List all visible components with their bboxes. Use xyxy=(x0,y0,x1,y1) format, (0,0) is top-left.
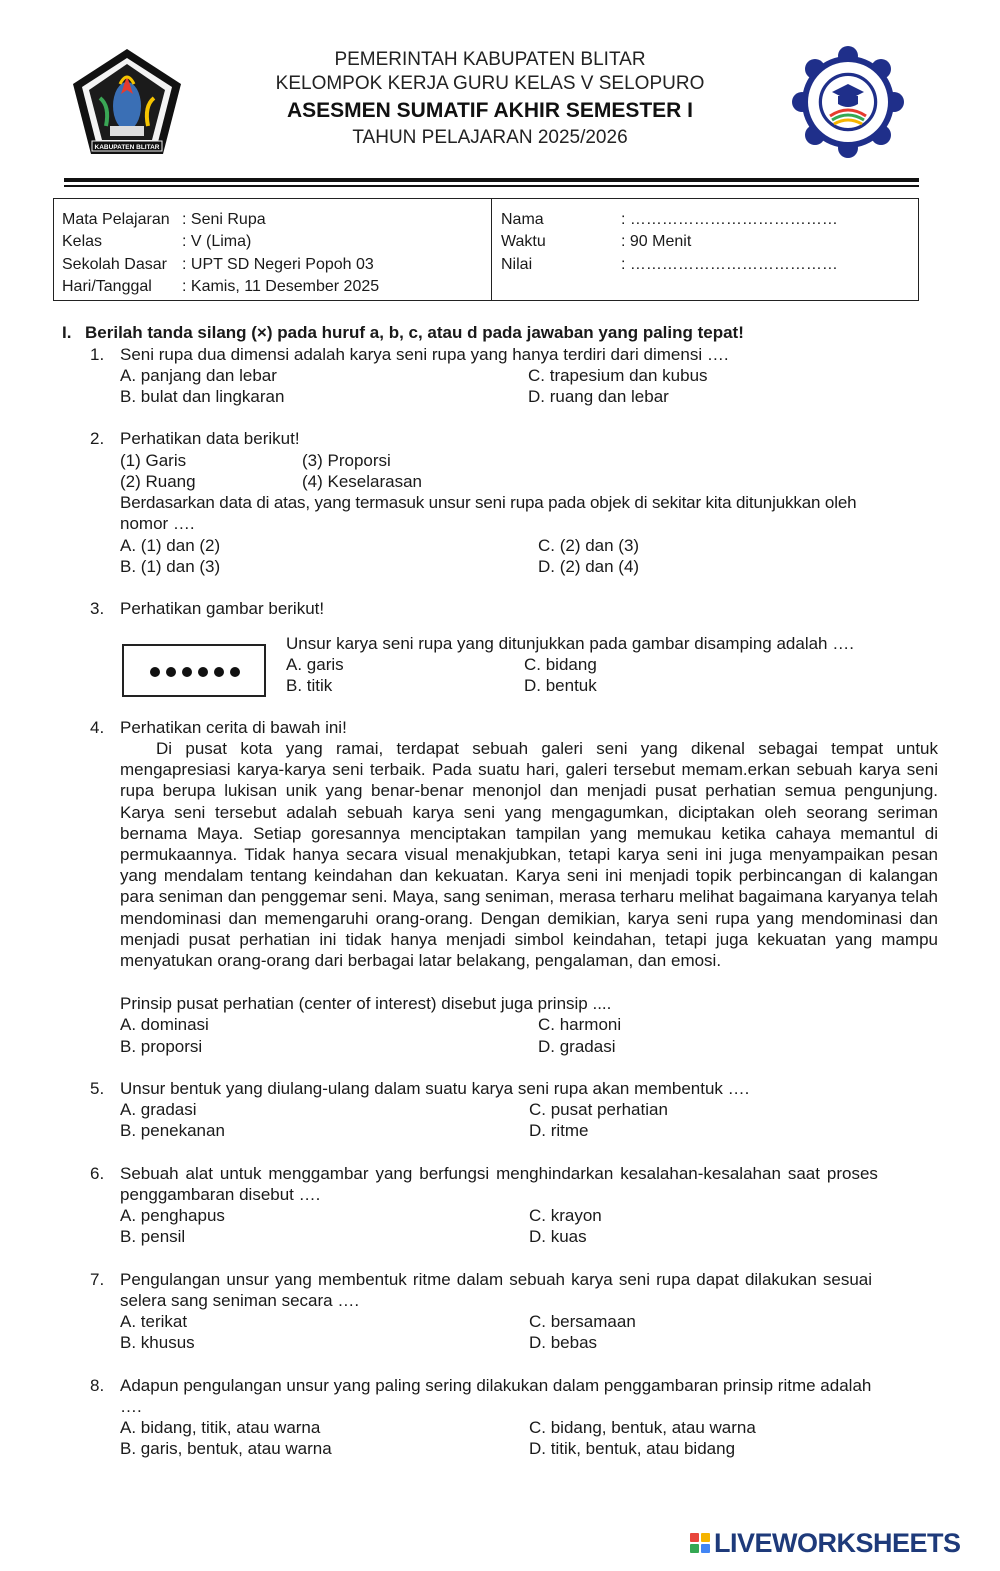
story-paragraph xyxy=(120,738,938,971)
option-a[interactable]: A. panjang dan lebar xyxy=(120,366,277,385)
question-text: Perhatikan cerita di bawah ini! xyxy=(120,718,347,737)
info-divider xyxy=(491,199,492,300)
dot xyxy=(182,667,192,677)
option-b[interactable]: B. titik xyxy=(286,676,333,695)
question-number: 4. xyxy=(90,718,105,737)
question-text-cont: selera sang seniman secara …. xyxy=(120,1291,360,1310)
kabupaten-blitar-logo xyxy=(70,46,184,158)
liveworksheets-icon xyxy=(690,1533,710,1553)
option-d[interactable]: D. bentuk xyxy=(524,676,597,695)
dots-figure xyxy=(122,644,266,697)
kkg-selopuro-logo xyxy=(792,46,904,158)
data-item: (1) Garis xyxy=(120,451,187,470)
data-item: (3) Proporsi xyxy=(302,451,391,470)
question-number: 5. xyxy=(90,1079,105,1098)
data-item: (4) Keselarasan xyxy=(302,472,423,491)
option-d[interactable]: D. ruang dan lebar xyxy=(528,387,669,406)
question-prompt-cont: nomor …. xyxy=(120,514,195,533)
letterhead xyxy=(190,48,790,150)
question-text-cont: penggambaran disebut …. xyxy=(120,1185,321,1204)
option-b[interactable]: B. penekanan xyxy=(120,1121,225,1140)
dot xyxy=(198,667,208,677)
student-info-box: Mata Pelajaran : Seni Rupa Kelas : V (Lima) Sekolah Dasar : UPT SD Negeri Popoh 03 Hari/Tanggal : Kamis, 11 Desember 2025 Nama : ………………………………… Waktu : 90 Menit Nilai : ………………………………… xyxy=(53,198,919,301)
option-c[interactable]: C. harmoni xyxy=(538,1015,622,1034)
option-b[interactable]: B. khusus xyxy=(120,1333,195,1352)
question-text: Seni rupa dua dimensi adalah karya seni rupa yang hanya terdiri dari dimensi …. xyxy=(120,345,729,364)
icon-square xyxy=(701,1533,710,1542)
logo-left-caption: KABUPATEN BLITAR xyxy=(94,144,160,151)
option-b[interactable]: B. proporsi xyxy=(120,1037,203,1056)
question-number: 8. xyxy=(90,1376,105,1395)
option-b[interactable]: B. garis, bentuk, atau warna xyxy=(120,1439,332,1458)
academic-year: TAHUN PELAJARAN 2025/2026 xyxy=(352,127,628,148)
option-c[interactable]: C. pusat perhatian xyxy=(529,1100,668,1119)
option-c[interactable]: C. bidang xyxy=(524,655,597,674)
header-rule-thick xyxy=(64,178,919,182)
option-c[interactable]: C. bidang, bentuk, atau warna xyxy=(529,1418,756,1437)
question-text: Sebuah alat untuk menggambar yang berfungsi menghindarkan kesalahan-kesalahan saat proses xyxy=(120,1164,878,1183)
option-d[interactable]: D. (2) dan (4) xyxy=(538,557,640,576)
question-text: Perhatikan gambar berikut! xyxy=(120,599,325,618)
question-number: 2. xyxy=(90,429,105,448)
liveworksheets-logo[interactable] xyxy=(690,1528,961,1558)
header-rule-thin xyxy=(64,185,919,187)
dot xyxy=(150,667,160,677)
option-a[interactable]: A. garis xyxy=(286,655,344,674)
option-a[interactable]: A. (1) dan (2) xyxy=(120,536,221,555)
question-prompt: Prinsip pusat perhatian (center of interest) disebut juga prinsip .... xyxy=(120,994,612,1013)
option-c[interactable]: C. trapesium dan kubus xyxy=(528,366,708,385)
question-number: 3. xyxy=(90,599,105,618)
exam-title: ASESMEN SUMATIF AKHIR SEMESTER I xyxy=(286,99,694,122)
question-text-cont: …. xyxy=(120,1397,142,1416)
option-d[interactable]: D. bebas xyxy=(529,1333,598,1352)
section-number: I. xyxy=(62,323,72,342)
header-line-2: KELOMPOK KERJA GURU KELAS V SELOPURO xyxy=(275,73,705,94)
question-text: Unsur bentuk yang diulang-ulang dalam suatu karya seni rupa akan membentuk …. xyxy=(120,1079,750,1098)
question-text: Pengulangan unsur yang membentuk ritme dalam sebuah karya seni rupa dapat dilakukan sesuai xyxy=(120,1270,873,1289)
icon-square xyxy=(690,1533,699,1542)
question-number: 1. xyxy=(90,345,105,364)
option-c[interactable]: C. bersamaan xyxy=(529,1312,636,1331)
dot xyxy=(214,667,224,677)
option-b[interactable]: B. bulat dan lingkaran xyxy=(120,387,285,406)
option-a[interactable]: A. penghapus xyxy=(120,1206,225,1225)
question-number: 7. xyxy=(90,1270,105,1289)
option-a[interactable]: A. gradasi xyxy=(120,1100,197,1119)
option-d[interactable]: D. gradasi xyxy=(538,1037,616,1056)
option-a[interactable]: A. bidang, titik, atau warna xyxy=(120,1418,321,1437)
dot xyxy=(166,667,176,677)
liveworksheets-wordmark: LIVEWORKSHEETS xyxy=(714,1527,961,1558)
question-text: Adapun pengulangan unsur yang paling sering dilakukan dalam penggambaran prinsip ritme adalah xyxy=(120,1376,872,1395)
option-b[interactable]: B. pensil xyxy=(120,1227,186,1246)
option-d[interactable]: D. kuas xyxy=(529,1227,587,1246)
option-d[interactable]: D. ritme xyxy=(529,1121,589,1140)
question-number: 6. xyxy=(90,1164,105,1183)
icon-square xyxy=(701,1544,710,1553)
option-a[interactable]: A. terikat xyxy=(120,1312,188,1331)
option-c[interactable]: C. krayon xyxy=(529,1206,602,1225)
question-prompt: Berdasarkan data di atas, yang termasuk unsur seni rupa pada objek di sekitar kita ditunjukkan oleh xyxy=(120,493,857,512)
option-b[interactable]: B. (1) dan (3) xyxy=(120,557,221,576)
option-c[interactable]: C. (2) dan (3) xyxy=(538,536,640,555)
story-text: Di pusat kota yang ramai, terdapat sebuah galeri seni yang dikenal sebagai tempat untuk mengapresiasi karya-karya seni terbaik. Pada suatu hari, galeri tersebut memam.erkan sebuah karya seni rupa berupa lukisan unik yang benar-benar menonjol dan menjadi pusat perhatian semua pengunjung. Karya seni tersebut adalah sebuah karya seni yang mengagumkan, diciptakan oleh seorang seriman bernama Maya. Setiap goresannya menciptakan tampilan yang memukau ketika cahaya memantul di permukaannya. Tidak hanya secara visual menakjubkan, tetapi karya seni ini juga menyampaikan pesan yang mendalam tentang keindahan dan kekuatan. Karya seni ini menjadi topik perbincangan di kalangan para seniman dan penggemar seni. Maya, sang seniman, merasa terharu melihat bagaimana karyanya telah mendominasi dan memengaruhi orang-orang. Dengan demikian, karya seni rupa yang mendominasi dan menjadi pusat perhatian ini tidak hanya menjadi simbol keindahan, tetapi juga kekuatan yang mampu menyatukan orang-orang dari berbagai latar belakang, pengalaman, dan emosi. xyxy=(120,739,938,971)
option-d[interactable]: D. titik, bentuk, atau bidang xyxy=(529,1439,736,1458)
icon-square xyxy=(690,1544,699,1553)
dot xyxy=(230,667,240,677)
question-text: Perhatikan data berikut! xyxy=(120,429,300,448)
header-line-1: PEMERINTAH KABUPATEN BLITAR xyxy=(334,49,646,70)
option-a[interactable]: A. dominasi xyxy=(120,1015,209,1034)
data-item: (2) Ruang xyxy=(120,472,196,491)
section-instruction: Berilah tanda silang (×) pada huruf a, b, c, atau d pada jawaban yang paling tepat! xyxy=(85,323,744,342)
question-prompt: Unsur karya seni rupa yang ditunjukkan pada gambar disamping adalah …. xyxy=(286,634,854,653)
